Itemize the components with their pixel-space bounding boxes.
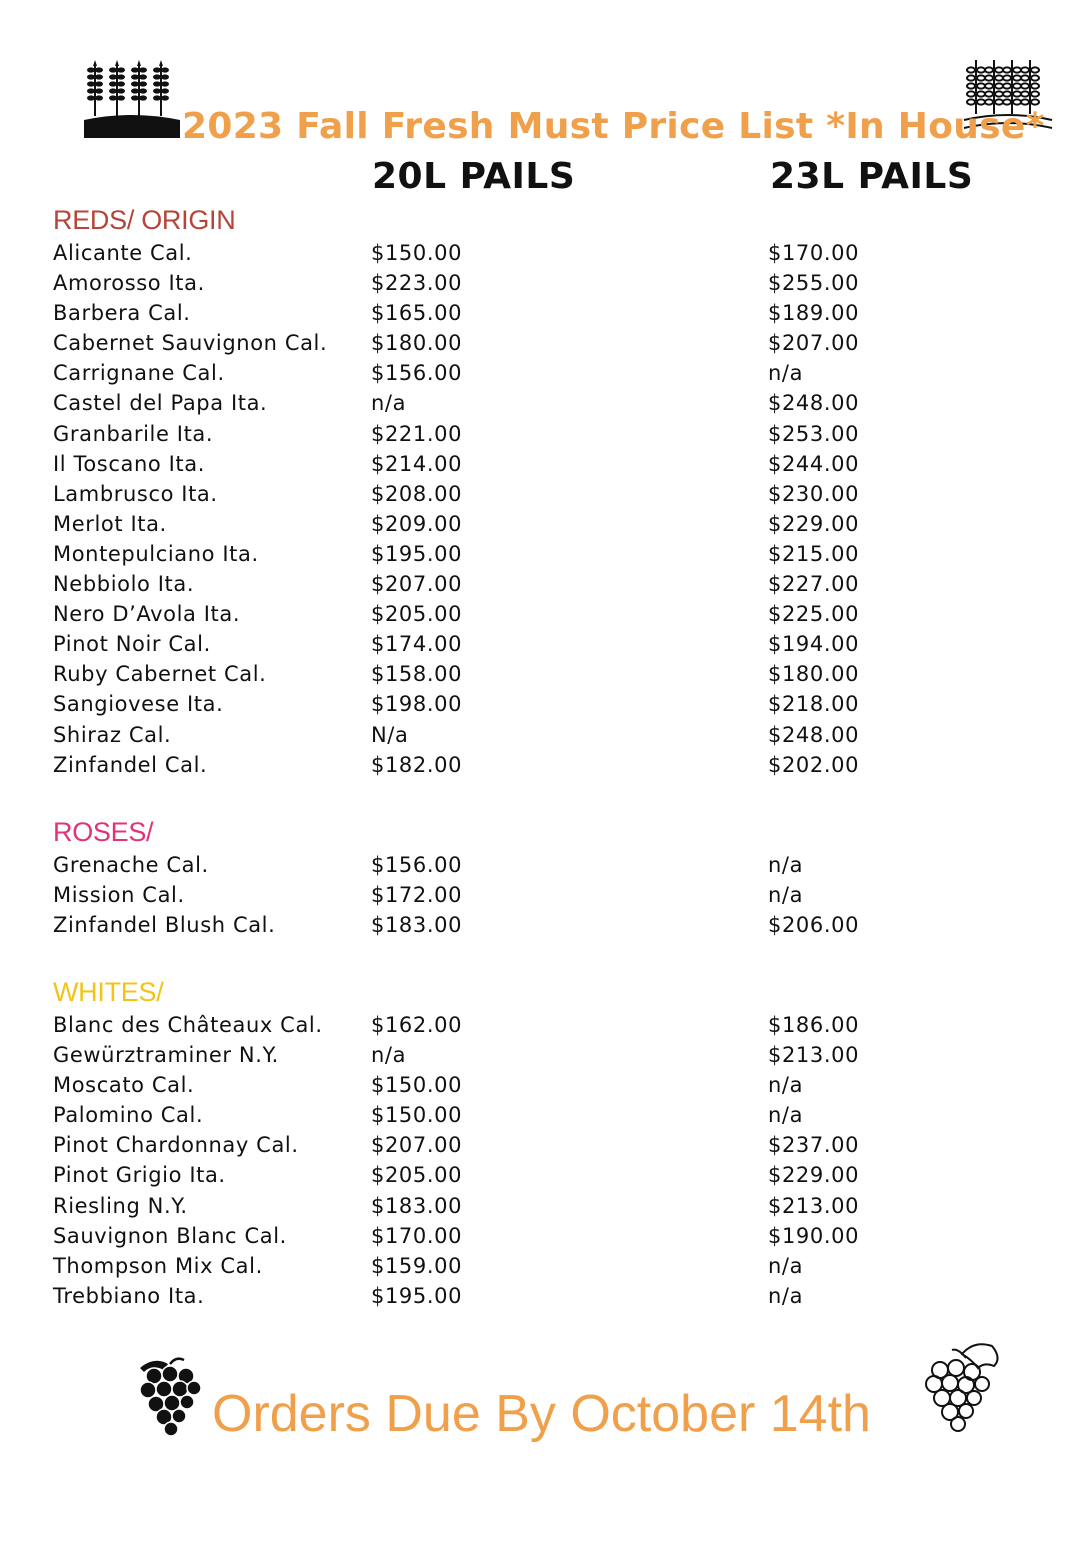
price-23l: n/a: [768, 1073, 804, 1098]
price-row: [53, 539, 953, 569]
section-whites: [53, 974, 953, 1311]
wine-name: Riesling N.Y.: [53, 1193, 188, 1218]
price-list: [53, 850, 953, 940]
price-23l: $229.00: [768, 1163, 860, 1188]
price-23l: $244.00: [768, 451, 860, 476]
price-row: [53, 850, 953, 880]
price-20l: $174.00: [371, 632, 463, 657]
section-title: WHITES/: [53, 977, 164, 1007]
wine-name: Barbera Cal.: [53, 301, 191, 326]
wine-name: Grenache Cal.: [53, 853, 209, 877]
price-20l: $156.00: [371, 853, 463, 877]
price-20l: $214.00: [371, 451, 463, 476]
price-23l: $230.00: [768, 481, 860, 506]
price-20l: $156.00: [371, 361, 463, 386]
price-20l: $183.00: [371, 1193, 463, 1218]
price-23l: $213.00: [768, 1193, 860, 1218]
price-20l: $223.00: [371, 271, 463, 296]
price-23l: $237.00: [768, 1133, 860, 1158]
wine-name: Alicante Cal.: [53, 241, 193, 265]
wine-name: Castel del Papa Ita.: [53, 391, 268, 416]
price-20l: $205.00: [371, 602, 463, 627]
wine-name: Il Toscano Ita.: [53, 451, 205, 476]
price-row: [53, 238, 953, 268]
wine-name: Pinot Grigio Ita.: [53, 1163, 226, 1188]
price-20l: $221.00: [371, 421, 463, 446]
price-row: [53, 449, 953, 479]
price-23l: $170.00: [768, 241, 860, 265]
wine-name: Pinot Noir Cal.: [53, 632, 211, 657]
price-23l: $186.00: [768, 1013, 860, 1037]
price-20l: $150.00: [371, 241, 463, 265]
wine-name: Thompson Mix Cal.: [53, 1253, 263, 1278]
price-list: [53, 238, 953, 780]
price-row: [53, 1100, 953, 1130]
price-row: [53, 268, 953, 298]
price-row: [53, 910, 953, 940]
wine-name: Carrignane Cal.: [53, 361, 225, 386]
price-20l: $195.00: [371, 541, 463, 566]
wine-name: Pinot Chardonnay Cal.: [53, 1133, 299, 1158]
price-23l: n/a: [768, 1283, 804, 1308]
price-row: [53, 479, 953, 509]
price-23l: $189.00: [768, 301, 860, 326]
wine-name: Moscato Cal.: [53, 1073, 195, 1098]
wine-name: Zinfandel Cal.: [53, 752, 208, 777]
price-20l: $150.00: [371, 1103, 463, 1128]
price-row: [53, 880, 953, 910]
price-row: [53, 1130, 953, 1160]
price-row: [53, 298, 953, 328]
price-row: [53, 659, 953, 689]
price-20l: $205.00: [371, 1163, 463, 1188]
price-23l: $225.00: [768, 602, 860, 627]
price-20l: $198.00: [371, 692, 463, 717]
price-20l: $165.00: [371, 301, 463, 326]
wine-name: Blanc des Châteaux Cal.: [53, 1013, 323, 1037]
wine-name: Cabernet Sauvignon Cal.: [53, 331, 328, 356]
price-row: [53, 1281, 953, 1311]
price-row: [53, 599, 953, 629]
price-row: [53, 358, 953, 388]
wine-name: Mission Cal.: [53, 883, 185, 908]
price-23l: $202.00: [768, 752, 860, 777]
price-20l: $162.00: [371, 1013, 463, 1037]
wine-name: Merlot Ita.: [53, 511, 167, 536]
price-row: [53, 629, 953, 659]
wine-name: Nero D’Avola Ita.: [53, 602, 241, 627]
price-20l: $172.00: [371, 883, 463, 908]
price-20l: $208.00: [371, 481, 463, 506]
column-header-23l: 23L PAILS: [770, 156, 974, 197]
price-23l: $248.00: [768, 722, 860, 747]
price-20l: $209.00: [371, 511, 463, 536]
grapes-icon: [134, 1354, 204, 1436]
price-row: [53, 509, 953, 539]
section-title: ROSES/: [53, 817, 154, 847]
price-row: [53, 720, 953, 750]
price-row: [53, 328, 953, 358]
section-reds: [53, 202, 953, 780]
page-title: 2023 Fall Fresh Must Price List *In House*: [182, 106, 1045, 147]
wine-name: Ruby Cabernet Cal.: [53, 662, 267, 687]
wine-name: Amorosso Ita.: [53, 271, 205, 296]
price-23l: $213.00: [768, 1043, 860, 1068]
wine-name: Lambrusco Ita.: [53, 481, 218, 506]
price-23l: n/a: [768, 1103, 804, 1128]
price-20l: $182.00: [371, 752, 463, 777]
price-23l: $248.00: [768, 391, 860, 416]
wine-name: Sauvignon Blanc Cal.: [53, 1223, 287, 1248]
price-row: [53, 1221, 953, 1251]
wine-name: Sangiovese Ita.: [53, 692, 224, 717]
price-20l: n/a: [371, 1043, 407, 1068]
price-23l: $253.00: [768, 421, 860, 446]
price-23l: $180.00: [768, 662, 860, 687]
price-23l: n/a: [768, 361, 804, 386]
wine-name: Granbarile Ita.: [53, 421, 214, 446]
price-23l: n/a: [768, 853, 804, 877]
price-20l: $150.00: [371, 1073, 463, 1098]
price-20l: $159.00: [371, 1253, 463, 1278]
price-23l: $207.00: [768, 331, 860, 356]
price-23l: $194.00: [768, 632, 860, 657]
price-row: [53, 419, 953, 449]
column-header-20l: 20L PAILS: [372, 156, 576, 197]
price-20l: $207.00: [371, 572, 463, 597]
price-list: [53, 1010, 953, 1311]
wheat-field-icon: [84, 58, 180, 138]
section-roses: [53, 814, 953, 940]
price-20l: $207.00: [371, 1133, 463, 1158]
price-23l: $218.00: [768, 692, 860, 717]
price-23l: $190.00: [768, 1223, 860, 1248]
price-23l: $206.00: [768, 913, 860, 938]
price-20l: $158.00: [371, 662, 463, 687]
price-row: [53, 1040, 953, 1070]
price-23l: n/a: [768, 1253, 804, 1278]
price-row: [53, 1191, 953, 1221]
price-row: [53, 750, 953, 780]
wine-name: Gewürztraminer N.Y.: [53, 1043, 279, 1068]
grapes-outline-icon: [922, 1340, 1006, 1434]
price-23l: $255.00: [768, 271, 860, 296]
price-20l: $183.00: [371, 913, 463, 938]
wine-name: Montepulciano Ita.: [53, 541, 259, 566]
price-row: [53, 1160, 953, 1190]
price-23l: n/a: [768, 883, 804, 908]
section-title: REDS/ ORIGIN: [53, 205, 236, 235]
wine-name: Palomino Cal.: [53, 1103, 204, 1128]
price-23l: $227.00: [768, 572, 860, 597]
price-row: [53, 1251, 953, 1281]
price-row: [53, 1070, 953, 1100]
wine-name: Zinfandel Blush Cal.: [53, 913, 276, 938]
wine-name: Nebbiolo Ita.: [53, 572, 195, 597]
price-row: [53, 388, 953, 418]
price-row: [53, 569, 953, 599]
price-row: [53, 1010, 953, 1040]
orders-due-note: Orders Due By October 14th: [212, 1385, 871, 1443]
price-row: [53, 689, 953, 719]
price-23l: $229.00: [768, 511, 860, 536]
price-20l: N/a: [371, 722, 409, 747]
price-20l: $180.00: [371, 331, 463, 356]
wine-name: Trebbiano Ita.: [53, 1283, 205, 1308]
price-20l: $170.00: [371, 1223, 463, 1248]
price-23l: $215.00: [768, 541, 860, 566]
price-20l: $195.00: [371, 1283, 463, 1308]
wine-name: Shiraz Cal.: [53, 722, 172, 747]
price-20l: n/a: [371, 391, 407, 416]
